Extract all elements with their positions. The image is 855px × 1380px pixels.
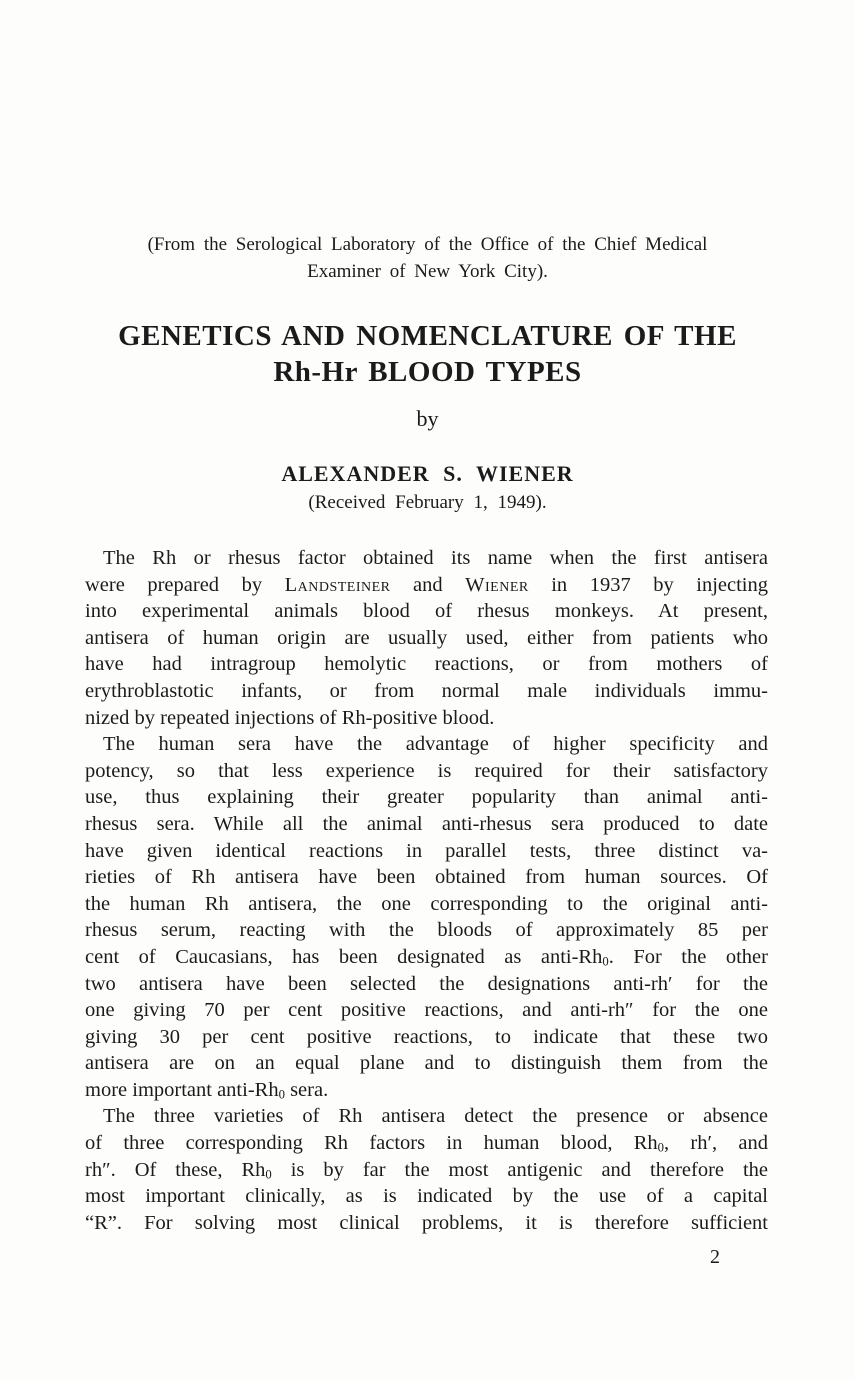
body-line: rhesus serum, reacting with the bloods of approximately 85 per (85, 919, 768, 942)
body-line: have had intragroup hemolytic reactions, or from mothers of (85, 653, 768, 676)
byline: by (416, 406, 439, 431)
body-line: have given identical reactions in parallel tests, three distinct va- (85, 839, 768, 862)
subscript: 0 (602, 954, 609, 969)
body-line: rh″. Of these, $Rh_0$ is by far the most antigenic and therefore the (85, 1158, 768, 1182)
received-date: (Received February 1, 1949). (308, 492, 547, 513)
paper-title (85, 318, 770, 390)
body-line: more important anti-$Rh_0$ sera. (85, 1078, 329, 1102)
body-line: cent of Caucasians, has been designated as anti-$Rh_0$. For the other (85, 945, 768, 969)
affiliation (85, 231, 770, 285)
subscript: 0 (265, 1167, 272, 1182)
body-line: antisera of human origin are usually used, either from patients who (85, 626, 768, 649)
body-line: “R”. For solving most clinical problems, it is therefore sufficient (85, 1211, 768, 1234)
smallcaps-name: Landsteiner (284, 573, 391, 596)
subscript: 0 (657, 1140, 665, 1155)
page-number: 2 (710, 1246, 720, 1268)
subscript: 0 (278, 1087, 285, 1102)
body-line: The three varieties of Rh antisera detect the presence or absence (103, 1105, 768, 1128)
body-line: nized by repeated injections of Rh-positive blood. (85, 706, 495, 729)
smallcaps-name: Wiener (465, 573, 529, 596)
paper-title-line-1: GENETICS AND NOMENCLATURE OF THE (118, 320, 737, 352)
body-line: antisera are on an equal plane and to distinguish them from the (85, 1052, 768, 1075)
body-line: were prepared by Landsteiner and Wiener in 1937 by injecting (85, 573, 768, 596)
paper-title-line-2: Rh-Hr BLOOD TYPES (273, 356, 582, 388)
author-name: ALEXANDER S. WIENER (281, 461, 574, 486)
body-line: use, thus explaining their greater popularity than animal anti- (85, 786, 768, 809)
body-line: two antisera have been selected the designations anti-rh′ for the (85, 972, 768, 995)
body-line: one giving 70 per cent positive reactions, and anti-rh″ for the one (85, 999, 768, 1022)
affiliation-line-1: (From the Serological Laboratory of the Office of the Chief Medical (147, 234, 708, 255)
body-line: most important clinically, as is indicated by the use of a capital (85, 1185, 768, 1208)
body-line: The Rh or rhesus factor obtained its name when the first antisera (103, 547, 768, 569)
affiliation-line-2: Examiner of New York City). (307, 261, 548, 282)
body-line: potency, so that less experience is required for their satisfactory (85, 759, 768, 782)
body-line: into experimental animals blood of rhesus monkeys. At present, (85, 600, 768, 623)
body-line: rhesus sera. While all the animal anti-rhesus sera produced to date (85, 812, 768, 835)
body-line: rieties of Rh antisera have been obtained from human sources. Of (85, 866, 768, 889)
body-text (85, 545, 768, 1236)
body-line: of three corresponding Rh factors in human blood, $Rh_0$, rh′, and (85, 1132, 768, 1155)
body-line: the human Rh antisera, the one corresponding to the original anti- (85, 892, 768, 915)
body-line: erythroblastotic infants, or from normal male individuals immu- (85, 679, 768, 702)
body-line: The human sera have the advantage of higher specificity and (103, 733, 768, 756)
body-line: giving 30 per cent positive reactions, to indicate that these two (85, 1025, 768, 1048)
